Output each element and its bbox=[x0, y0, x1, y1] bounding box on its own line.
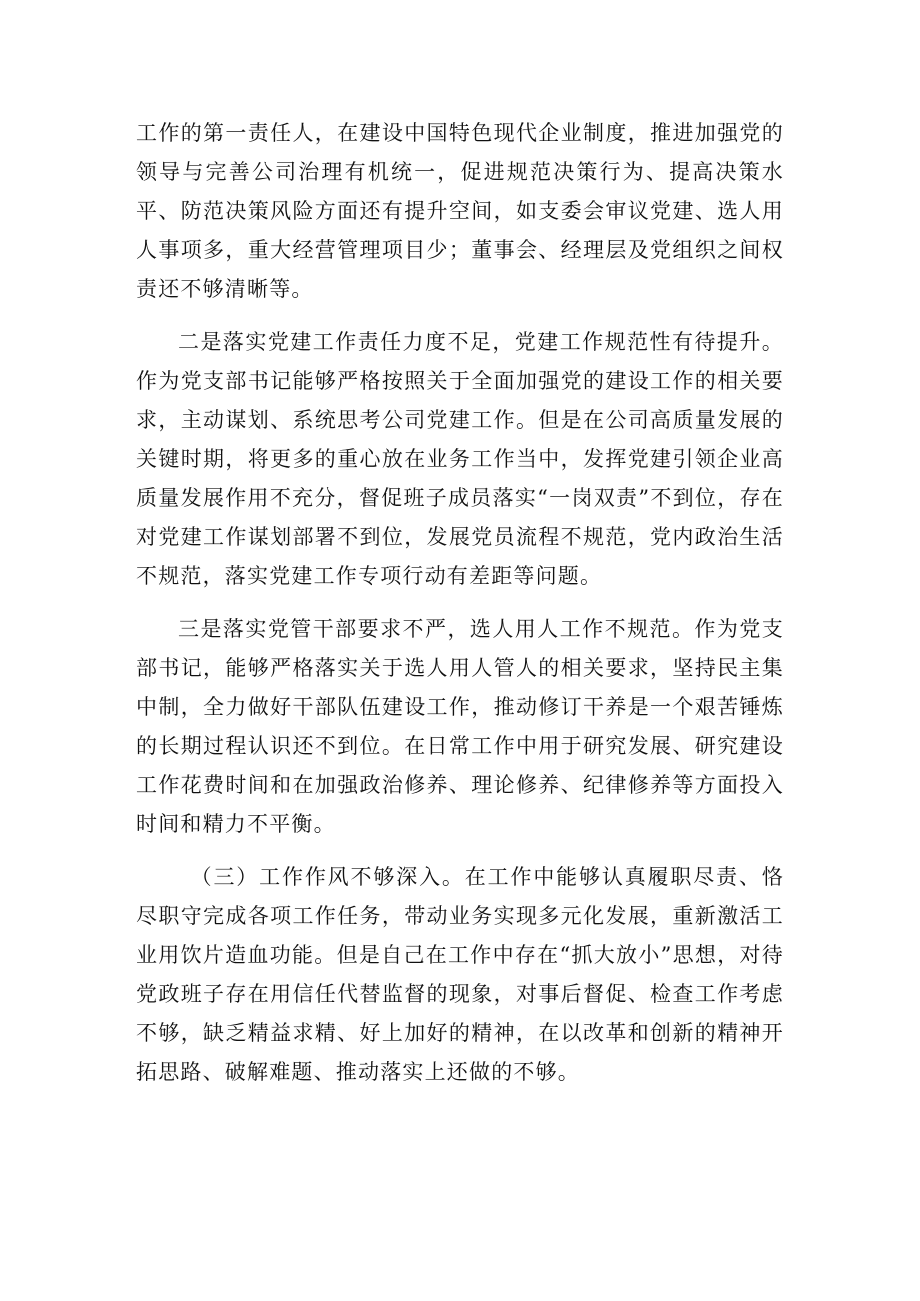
paragraph-continuation: 工作的第一责任人，在建设中国特色现代企业制度，推进加强党的领导与完善公司治理有机统一，促进规范决策行为、提高决策水平、防范决策风险方面还有提升空间，如支委会审议党建、选人用人事项多，重大经营管理项目少；董事会、经理层及党组织之间权责还不够清晰等。 bbox=[136, 121, 784, 301]
paragraph-point-two: 二是落实党建工作责任力度不足，党建工作规范性有待提升。作为党支部书记能够严格按照关于全面加强党的建设工作的相关要求，主动谋划、系统思考公司党建工作。但是在公司高质量发展的关键时期，将更多的重心放在业务工作当中，发挥党建引领企业高质量发展作用不充分，督促班子成员落实“一岗双责”不到位，存在对党建工作谋划部署不到位，发展党员流程不规范，党内政治生活不规范，落实党建工作专项行动有差距等问题。 bbox=[136, 330, 784, 588]
paragraph-point-three: 三是落实党管干部要求不严，选人用人工作不规范。作为党支部书记，能够严格落实关于选人用人管人的相关要求，坚持民主集中制，全力做好干部队伍建设工作，推动修订干养是一个艰苦锤炼的长期过程认识还不到位。在日常工作中用于研究发展、研究建设工作花费时间和在加强政治修养、理论修养、纪律修养等方面投入时间和精力不平衡。 bbox=[136, 617, 784, 836]
body-text bbox=[136, 114, 784, 1106]
paragraph-section-three: （三）工作作风不够深入。在工作中能够认真履职尽责、恪尽职守完成各项工作任务，带动业务实现多元化发展，重新激活工业用饮片造血功能。但是自己在工作中存在“抓大放小”思想，对待党政班子存在用信任代替监督的现象，对事后督促、检查工作考虑不够，缺乏精益求精、好上加好的精神，在以改革和创新的精神开拓思路、破解难题、推动落实上还做的不够。 bbox=[136, 865, 784, 1084]
